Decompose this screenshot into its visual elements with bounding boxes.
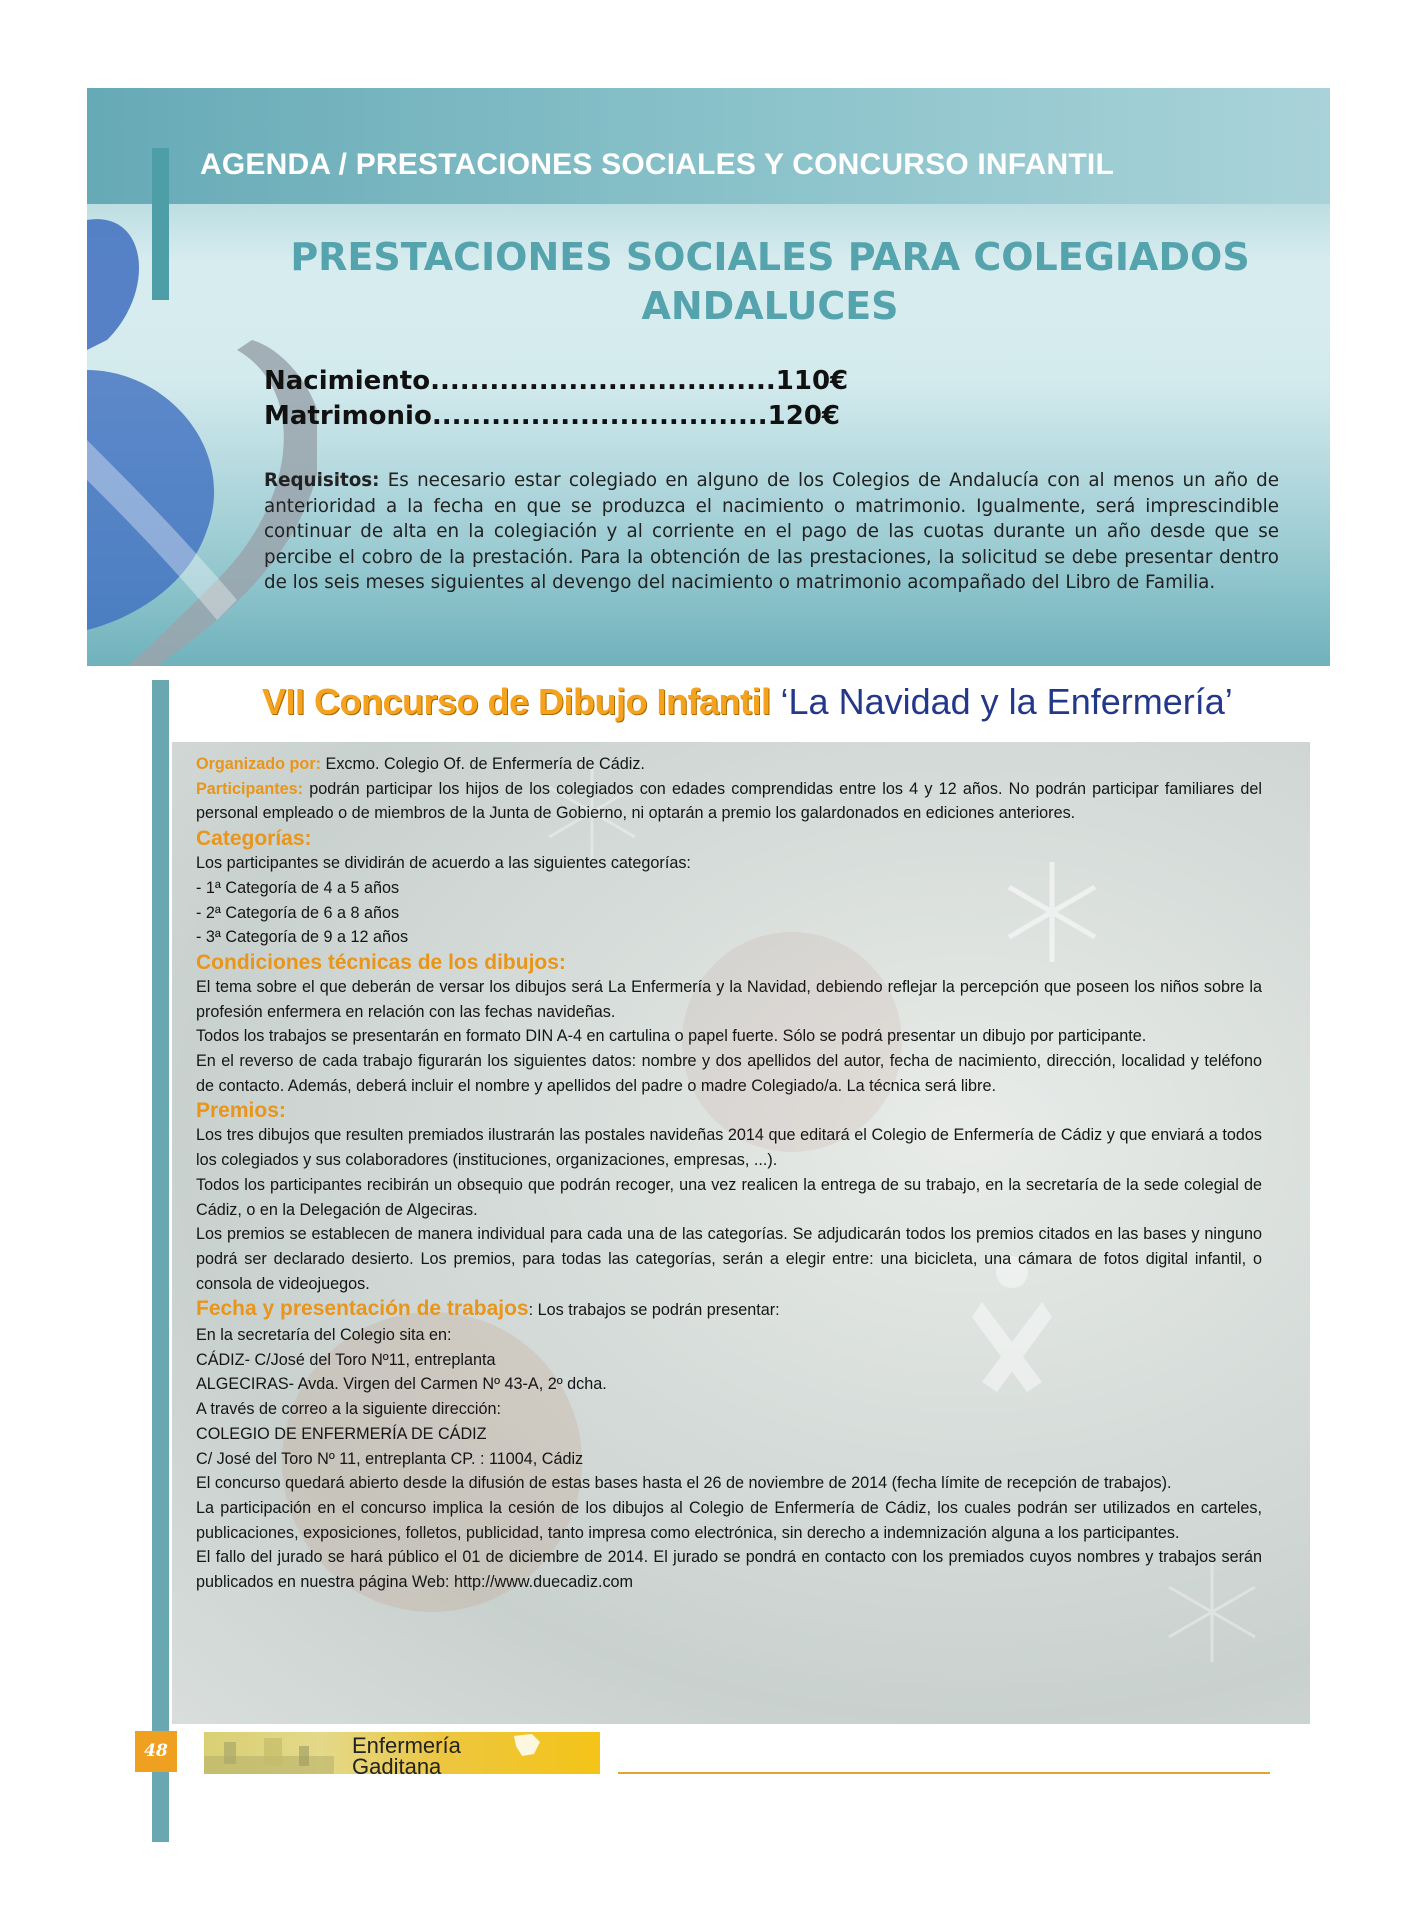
categoria-item: - 2ª Categoría de 6 a 8 años: [196, 903, 400, 922]
fecha-address-line: A través de correo a la siguiente dirección:: [196, 1400, 502, 1419]
contest-title-theme: ‘La Navidad y la Enfermería’: [780, 681, 1233, 722]
accent-bar-top: [152, 148, 169, 300]
page-number: 48: [135, 1731, 177, 1772]
premios-paragraph: Los premios se establecen de manera individual para cada una de las categorías. Se adjudicarán todos los premios citados en las bases y ninguno podrá ser declarado desierto. Los premios, para todas las categorías, serán a elegir entre: una bicicleta, una cámara de fotos digital infantil, o consola de videojuegos.: [196, 1225, 1262, 1293]
closing-paragraph: El concurso quedará abierto desde la difusión de estas bases hasta el 26 de noviembre de 2014 (fecha límite de recepción de trabajos).: [196, 1474, 1172, 1493]
benefit-label: Nacimiento: [264, 366, 431, 396]
condiciones-paragraph: En el reverso de cada trabajo figurarán los siguientes datos: nombre y dos apellidos del autor, fecha de nacimiento, dirección, localidad y teléfono de contacto. Además, deberá incluir el nombre y apellidos del padre o madre Colegiado/a. La técnica será libre.: [196, 1052, 1262, 1095]
closing-paragraph: La participación en el concurso implica la cesión de los dibujos al Colegio de Enfermería de Cádiz, los cuales podrán ser utilizados en carteles, publicaciones, exposiciones, folletos, publicidad, tanto impresa como electrónica, sin derecho a indemnización alguna a los participantes.: [196, 1498, 1262, 1542]
accent-bar-bottom: [152, 680, 169, 1842]
benefits-title-line-1: PRESTACIONES SOCIALES PARA COLEGIADOS: [290, 235, 1250, 279]
participantes-paragraph: [196, 777, 1262, 826]
fecha-address-line: CÁDIZ- C/José del Toro Nº11, entreplanta: [196, 1350, 496, 1369]
contest-title: [262, 680, 1233, 724]
benefits-title: [200, 233, 1340, 331]
fecha-heading: Fecha y presentación de trabajos: [196, 1297, 529, 1321]
benefit-amount: 110€: [775, 366, 849, 396]
categorias-heading: Categorías:: [196, 827, 312, 851]
organizado-line: [196, 752, 1262, 777]
fecha-address-line: C/ José del Toro Nº 11, entreplanta CP. : 11004, Cádiz: [196, 1449, 584, 1468]
premios-heading: Premios:: [196, 1099, 286, 1123]
condiciones-paragraph: Todos los trabajos se presentarán en formato DIN A-4 en cartulina o papel fuerte. Sólo se podrá presentar un dibujo por participante.: [196, 1027, 1147, 1046]
condiciones-paragraph: El tema sobre el que deberán de versar los dibujos será La Enfermería y la Navidad, debiendo reflejar la percepción que poseen los niños sobre la profesión enfermera en relación con las fechas navideñas.: [196, 977, 1262, 1021]
benefit-label: Matrimonio: [264, 401, 432, 431]
benefit-leader-dots: ...................................: [430, 366, 776, 396]
participantes-text: podrán participar los hijos de los colegiados con edades comprendidas entre los 4 y 12 años. No podrán participar familiares del personal empleado o de miembros de la Junta de Gobierno, ni optarán a premio los galardonados en ediciones anteriores.: [196, 779, 1262, 823]
fecha-line: [196, 1296, 1262, 1323]
requisitos-text: Es necesario estar colegiado en alguno de los Colegios de Andalucía con al menos un año de anterioridad a la fecha en que se produzca el nacimiento o matrimonio. Igualmente, será imprescindible continuar de alta en la colegiación y al corriente en el pago de las cuotas durante un año desde que se percibe el cobro de la prestación. Para la obtención de las prestaciones, la solicitud se debe presentar dentro de los seis meses siguientes al devengo del nacimiento o matrimonio acompañado del Libro de Familia.: [264, 470, 1279, 593]
logo-title-line-2: Gaditana: [352, 1754, 442, 1779]
condiciones-heading: Condiciones técnicas de los dibujos:: [196, 950, 566, 974]
benefit-row-nacimiento: [264, 366, 848, 396]
participantes-label: Participantes:: [196, 779, 304, 798]
footer-divider: [618, 1772, 1270, 1774]
logo-title-line-1: Enfermería: [352, 1733, 461, 1758]
benefits-title-line-2: ANDALUCES: [641, 284, 899, 328]
organizado-text: Excmo. Colegio Of. de Enfermería de Cádiz.: [325, 755, 645, 773]
closing-paragraph: El fallo del jurado se hará público el 01 de diciembre de 2014. El jurado se pondrá en contacto con los premiados cuyos nombres y trabajos serán publicados en nuestra página Web: http://www.duecadiz.com: [196, 1548, 1262, 1592]
premios-paragraph: Los tres dibujos que resulten premiados ilustrarán las postales navideñas 2014 que editará el Colegio de Enfermería de Cádiz y que enviará a todos los colegiados y sus colaboradores (instituciones, organizaciones, empresas, ...).: [196, 1126, 1262, 1170]
benefit-row-matrimonio: [264, 401, 840, 431]
categorias-intro: Los participantes se dividirán de acuerdo a las siguientes categorías:: [196, 854, 691, 873]
premios-paragraph: Todos los participantes recibirán un obsequio que podrán recoger, una vez realicen la entrega de su trabajo, en la secretaría de la sede colegial de Cádiz, o en la Delegación de Algeciras.: [196, 1175, 1262, 1219]
contest-body: [196, 752, 1262, 1595]
benefit-leader-dots: ..................................: [431, 401, 768, 431]
requisitos-paragraph: [264, 468, 1279, 596]
header-band: [87, 88, 1330, 204]
section-header: AGENDA / PRESTACIONES SOCIALES Y CONCURSO INFANTIL: [200, 148, 1114, 181]
categoria-item: - 1ª Categoría de 4 a 5 años: [196, 878, 400, 897]
categoria-item: - 3ª Categoría de 9 a 12 años: [196, 928, 409, 947]
fecha-address-line: COLEGIO DE ENFERMERÍA DE CÁDIZ: [196, 1424, 487, 1443]
requisitos-label: Requisitos:: [264, 470, 380, 491]
contest-title-main: VII Concurso de Dibujo Infantil: [262, 681, 771, 722]
organizado-label: Organizado por:: [196, 755, 322, 773]
benefit-amount: 120€: [767, 401, 841, 431]
fecha-intro: : Los trabajos se podrán presentar:: [528, 1301, 780, 1320]
fecha-address-line: ALGECIRAS- Avda. Virgen del Carmen Nº 43-A, 2º dcha.: [196, 1375, 607, 1394]
fecha-address-line: En la secretaría del Colegio sita en:: [196, 1326, 452, 1345]
